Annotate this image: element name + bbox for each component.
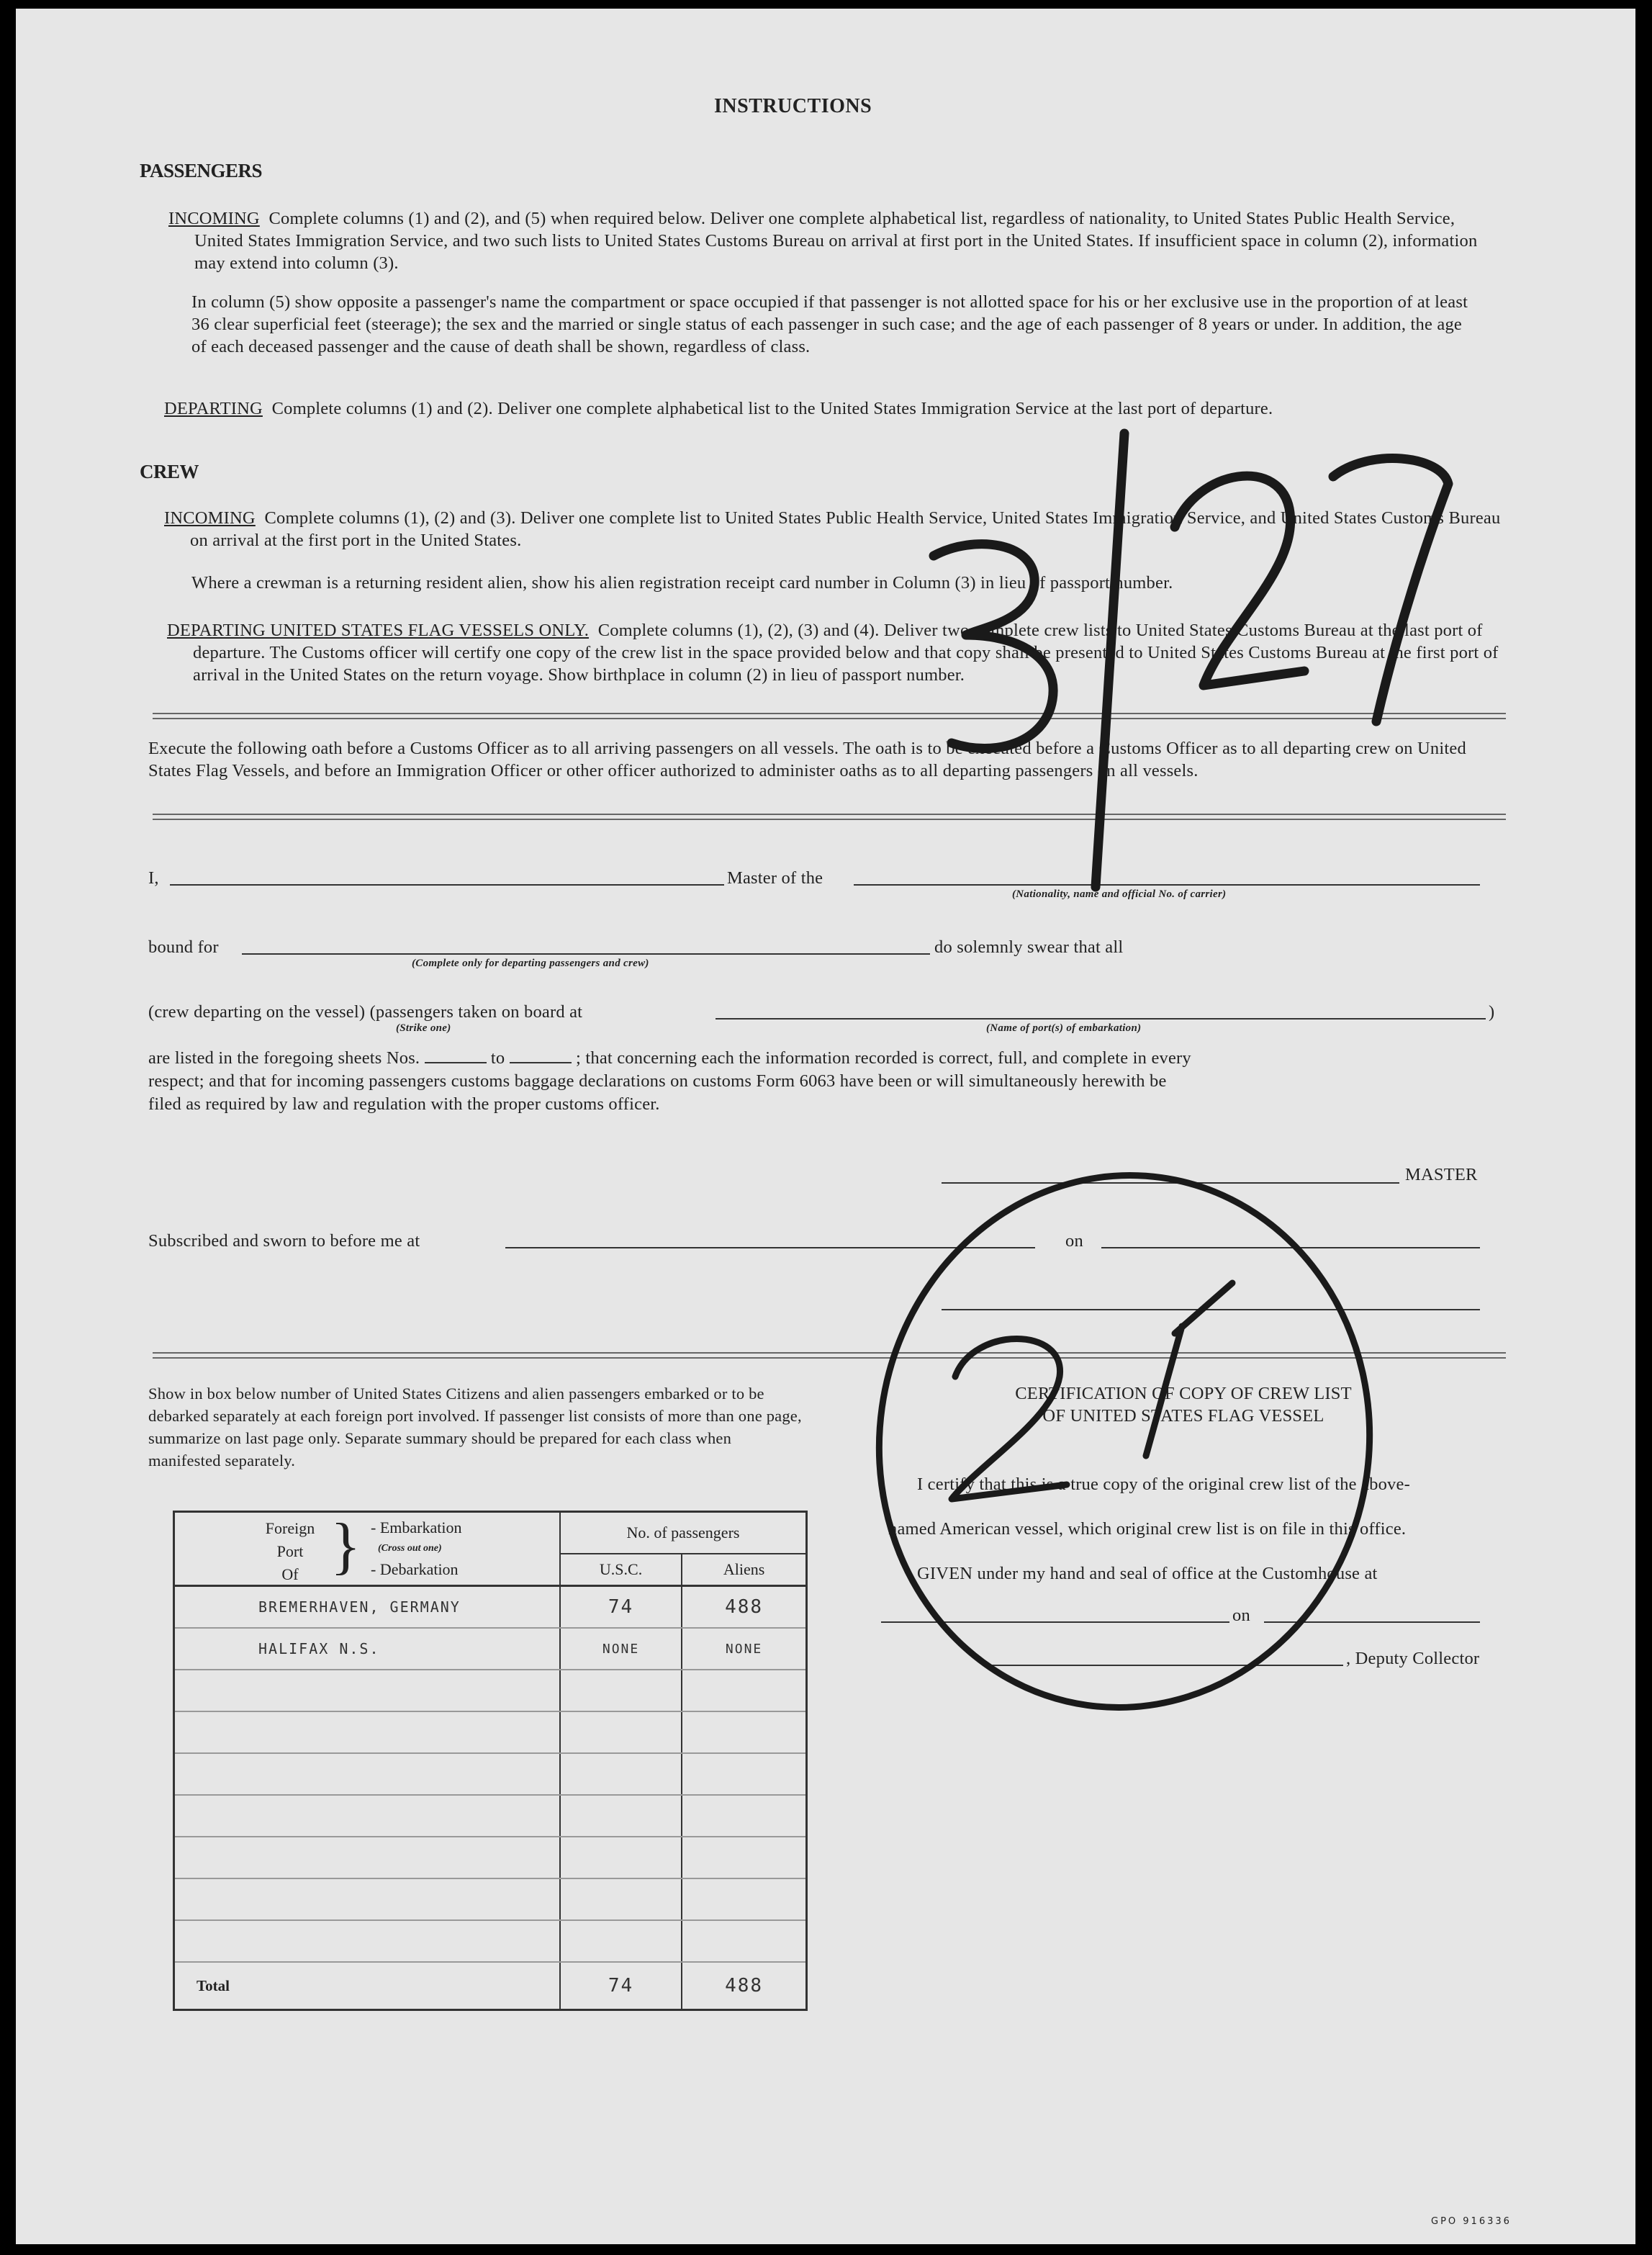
oath-master-of: Master of the [727,868,823,888]
oath-intro: Execute the following oath before a Customs Officer as to all arriving passengers on all vessels. The oath is to be executed before a Customs Officer as to all departing crew on United States Flag Vessels, and before an Immigration Officer or other officer authorized to administer oaths as to all departing passengers on all vessels. [148,739,1466,780]
debarkation-option[interactable]: - Debarkation [371,1560,459,1578]
passengers-column5-paragraph: In column (5) show opposite a passenger's name the compartment or space occupied if that passenger is not allotted space for his or her exclusive use in the proportion of at least 36 clear superficial feet (steerage); the sex and the married or single status of each passenger in such case; and the age of each passenger of 8 years or under. In addition, the age of each deceased passenger and the cause of death shall be shown, regardless of class. [191,292,1468,356]
aliens-cell[interactable]: 488 [682,1586,806,1629]
usc-header: U.S.C. [560,1554,682,1586]
carrier-caption: (Nationality, name and official No. of carrier) [1012,888,1227,900]
subscribed-label: Subscribed and sworn to before me at [148,1231,420,1251]
certification-line-1: I certify that this is a true copy of the original crew list of the above- [917,1475,1410,1494]
certification-title-line-1: CERTIFICATION OF COPY OF CREW LIST [1015,1384,1352,1403]
crew-incoming-text: Complete columns (1), (2) and (3). Deliver one complete list to United States Public Health Service, United States Immigration Service, and United States Customs Bureau on arrival at the first port in the United States. [190,508,1501,550]
usc-cell[interactable]: NONE [560,1628,682,1670]
certification-title-line-2: OF UNITED STATES FLAG VESSEL [1042,1406,1324,1426]
handwritten-slash-stroke [1096,433,1124,887]
deputy-collector-label: , Deputy Collector [1346,1649,1480,1668]
oath-close-paren: ) [1489,1002,1495,1022]
handwritten-annotations [16,9,1635,2244]
total-label: Total [174,1962,560,2010]
strike-one-caption: (Strike one) [396,1022,451,1034]
port-cell[interactable]: HALIFAX N.S. [174,1628,560,1670]
certification-line-3: GIVEN under my hand and seal of office at the Customhouse at [917,1564,1378,1583]
handwritten-circled-2-stroke [952,1339,1067,1500]
passengers-incoming-text: Complete columns (1) and (2), and (5) when required below. Deliver one complete alphabetical list, regardless of nationality, to United States Public Health Service, United States Immigration Service, and two such lists to United States Customs Bureau on arrival at first port in the United States. If insufficient space in column (2), information may extend into column (3). [194,209,1478,273]
form-page [16,9,1635,2244]
no-passengers-header: No. of passengers [560,1512,807,1554]
passengers-departing-lead: DEPARTING [164,399,263,418]
passengers-heading: PASSENGERS [140,160,263,181]
port-cell[interactable]: BREMERHAVEN, GERMANY [174,1586,560,1629]
passengers-incoming-lead: INCOMING [168,209,260,228]
total-usc-cell[interactable]: 74 [560,1962,682,2010]
oath-crew-departing: (crew departing on the vessel) (passengers taken on board at [148,1002,583,1022]
master-label: MASTER [1405,1165,1478,1184]
certification-line-2: named American vessel, which original crew list is on file in this office. [888,1519,1407,1539]
crew-departing-lead: DEPARTING UNITED STATES FLAG VESSELS ONLY. [167,621,590,640]
aliens-header: Aliens [682,1554,806,1586]
cross-out-note: (Cross out one) [378,1543,442,1554]
embarkation-option[interactable]: - Embarkation [371,1518,462,1536]
ports-caption: (Name of port(s) of embarkation) [986,1022,1142,1034]
oath-i-label: I, [148,868,159,888]
handwritten-2-stroke [1175,476,1304,685]
sheets-text-a: are listed in the foregoing sheets Nos. [148,1048,420,1068]
usc-cell[interactable]: 74 [560,1586,682,1629]
sheets-to: to [490,1048,505,1068]
port-label: Port [276,1542,304,1560]
foreign-label: Foreign [265,1519,315,1537]
sheets-text-b: ; that concerning each the information recorded is correct, full, and complete in every [576,1048,1191,1068]
summary-note: Show in box below number of United States Citizens and alien passengers embarked or to be debarked separately at each foreign port involved. If passenger list consists of more than one page, summarize on last page only. Separate summary should be prepared for each class when manifested separately. [148,1385,802,1469]
total-aliens-cell[interactable]: 488 [682,1962,806,2010]
oath-line-2: respect; and that for incoming passengers customs baggage declarations on customs Form 6063 have been or will simultaneously herewith be [148,1071,1167,1091]
aliens-cell[interactable]: NONE [682,1628,806,1670]
gpo-code: GPO 916336 [1431,2216,1512,2227]
sworn-on-label: on [1065,1231,1083,1251]
oath-bound-for: bound for [148,937,219,957]
crew-incoming-lead: INCOMING [164,508,256,528]
crew-heading: CREW [140,461,199,482]
oath-swear: do solemnly swear that all [934,937,1124,957]
handwritten-3-stroke [934,544,1053,749]
handwritten-7-stroke [1333,459,1448,721]
bound-caption: (Complete only for departing passengers and crew) [412,958,649,969]
page-title: INSTRUCTIONS [714,95,872,117]
certification-on-label: on [1232,1606,1250,1625]
brace-icon: } [330,1511,361,1581]
crew-departing-text: Complete columns (1), (2), (3) and (4). Deliver two complete crew lists to United States Customs Bureau at the last port of departure. The Customs officer will certify one copy of the crew list in the space provided below and that copy shall be presented to United States Customs Bureau at the first port of arrival in the United States on the return voyage. Show birthplace in column (2) in lieu of passport number. [193,621,1499,685]
of-label: Of [281,1565,299,1583]
handwritten-circle [845,1143,1407,1739]
passengers-departing-text: Complete columns (1) and (2). Deliver one complete alphabetical list to the United States Immigration Service at the last port of departure. [271,399,1273,418]
oath-line-3: filed as required by law and regulation with the proper customs officer. [148,1094,660,1114]
crew-resident-paragraph: Where a crewman is a returning resident alien, show his alien registration receipt card number in Column (3) in lieu of passport number. [191,573,1173,593]
handwritten-circled-1-stroke [1146,1283,1232,1456]
